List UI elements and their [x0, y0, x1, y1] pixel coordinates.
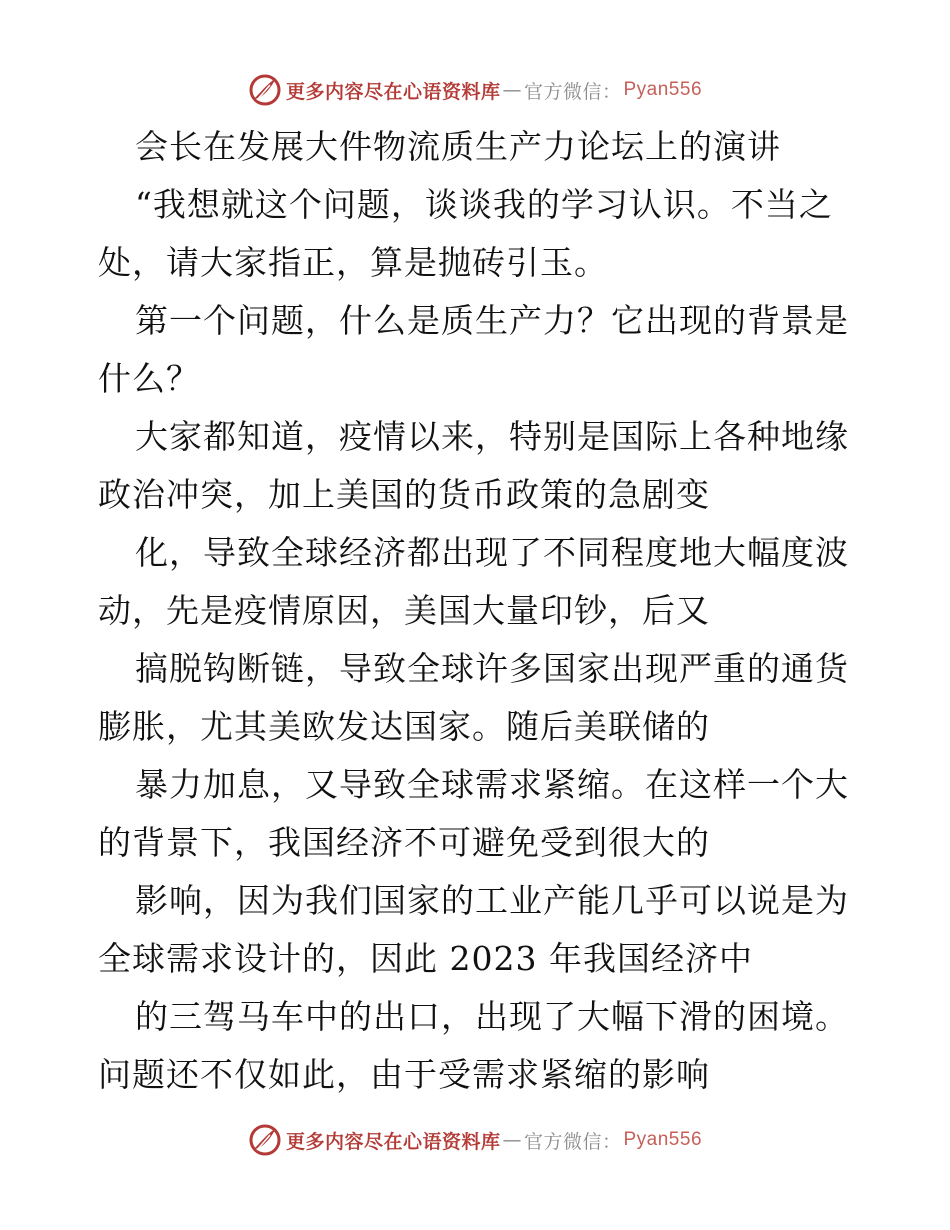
text-line: “我想就这个问题，谈谈我的学习认识。不当之 — [135, 185, 833, 224]
banner-wechat-label: 官方微信： — [523, 1130, 622, 1153]
document-body — [98, 118, 854, 1104]
text-line: 的三驾马车中的出口，出现了大幅下滑的困境。 — [135, 997, 849, 1036]
text-line: 全球需求设计的，因此 2023 年我国经济中 — [98, 939, 753, 978]
text-line: 动，先是疫情原因，美国大量印钞，后又 — [98, 591, 710, 630]
document-title: 会长在发展大件物流质生产力论坛上的演讲 — [135, 127, 781, 166]
quill-pen-icon — [248, 1123, 282, 1157]
text-line: 第一个问题，什么是质生产力？它出现的背景是 — [135, 301, 849, 340]
footer-banner — [0, 1120, 950, 1160]
banner-wechat-id: Pyan556 — [623, 79, 703, 100]
text-line: 大家都知道，疫情以来，特别是国际上各种地缘 — [135, 417, 849, 456]
text-line: 什么？ — [98, 359, 200, 398]
text-line: 的背景下，我国经济不可避免受到很大的 — [98, 823, 710, 862]
text-line: 政治冲突，加上美国的货币政策的急剧变 — [98, 475, 710, 514]
banner-wechat-id: Pyan556 — [623, 1129, 703, 1150]
banner-text — [286, 1127, 702, 1154]
banner-wechat-label: 官方微信： — [523, 80, 622, 103]
banner-dash: — — [502, 1129, 522, 1151]
text-line: 问题还不仅如此，由于受需求紧缩的影响 — [98, 1055, 710, 1094]
text-line: 影响，因为我们国家的工业产能几乎可以说是为 — [135, 881, 849, 920]
text-line: 暴力加息，又导致全球需求紧缩。在这样一个大 — [135, 765, 849, 804]
banner-main-text: 更多内容尽在心语资料库 — [285, 80, 501, 103]
banner-text — [286, 77, 702, 104]
text-line: 化，导致全球经济都出现了不同程度地大幅度波 — [135, 533, 849, 572]
text-line: 搞脱钩断链，导致全球许多国家出现严重的通货 — [135, 649, 849, 688]
banner-main-text: 更多内容尽在心语资料库 — [285, 1130, 501, 1153]
quill-pen-icon — [248, 73, 282, 107]
banner-dash: — — [502, 79, 522, 101]
header-banner — [0, 70, 950, 110]
text-line: 处，请大家指正，算是抛砖引玉。 — [98, 243, 608, 282]
text-line: 膨胀，尤其美欧发达国家。随后美联储的 — [98, 707, 710, 746]
